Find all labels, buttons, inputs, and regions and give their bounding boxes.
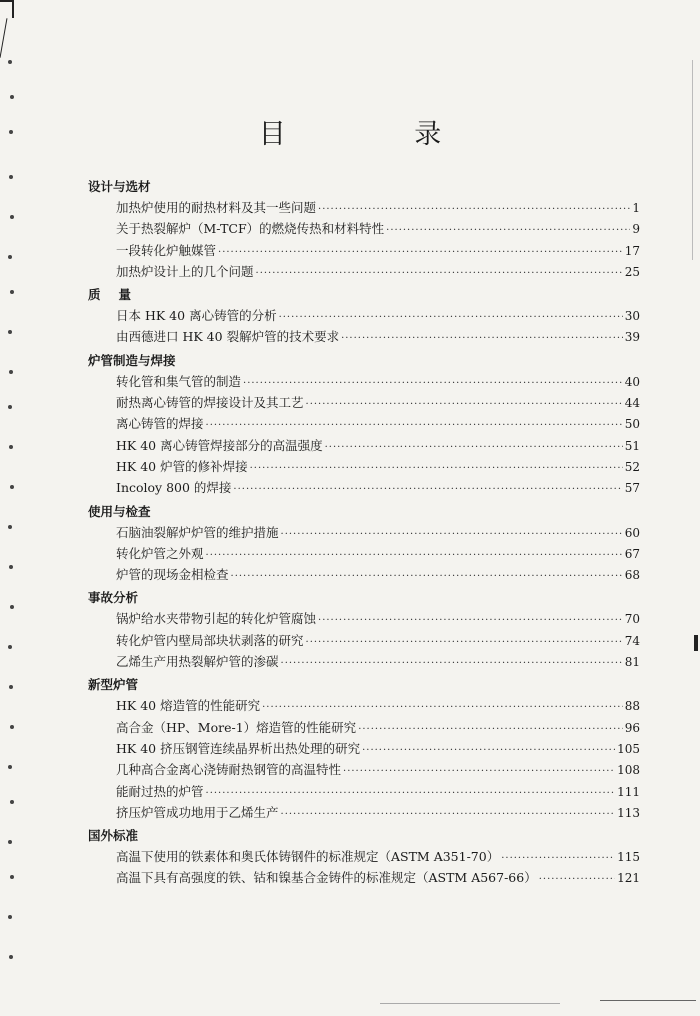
entry-title: 一段转化炉触媒管 xyxy=(116,242,217,258)
scan-margin-dot xyxy=(9,565,13,569)
entry-page-number: 60 xyxy=(624,525,640,540)
toc-entry[interactable] xyxy=(88,522,640,543)
entry-title: HK 40 离心铸管焊接部分的高温强度 xyxy=(116,437,323,453)
dot-leader xyxy=(343,761,615,782)
toc-entry[interactable] xyxy=(88,802,640,823)
section-heading: 国外标准 xyxy=(88,828,139,844)
dot-leader xyxy=(318,610,623,631)
dot-leader xyxy=(243,373,623,394)
entry-page-number: 96 xyxy=(624,720,640,735)
toc-entry[interactable] xyxy=(88,371,640,392)
scan-margin-dot xyxy=(9,685,13,689)
entry-page-number: 25 xyxy=(624,264,640,279)
section-heading: 质量 xyxy=(88,287,150,303)
toc-entry[interactable] xyxy=(88,867,640,888)
scan-margin-dot xyxy=(10,290,14,294)
entry-title: 由西德进口 HK 40 裂解炉管的技术要求 xyxy=(116,329,340,345)
dot-leader xyxy=(206,545,623,566)
entry-page-number: 51 xyxy=(624,438,640,453)
entry-title: 加热炉设计上的几个问题 xyxy=(116,263,254,279)
entry-page-number: 113 xyxy=(617,805,640,820)
scan-margin-dot xyxy=(10,725,14,729)
entry-page-number: 30 xyxy=(624,309,640,324)
entry-title: HK 40 炉管的修补焊接 xyxy=(116,458,248,474)
scan-margin-dot xyxy=(8,915,12,919)
section-heading: 新型炉管 xyxy=(88,677,139,693)
dot-leader xyxy=(231,566,623,587)
section-heading: 使用与检查 xyxy=(88,503,151,519)
dot-leader xyxy=(256,263,623,284)
dot-leader xyxy=(386,220,630,241)
dot-leader xyxy=(281,524,623,545)
entry-title: 乙烯生产用热裂解炉管的渗碳 xyxy=(116,654,279,670)
entry-page-number: 9 xyxy=(632,222,640,237)
entry-title: 高合金（HP、More-1）熔造管的性能研究 xyxy=(116,719,357,735)
entry-page-number: 88 xyxy=(624,699,640,714)
entry-page-number: 115 xyxy=(617,850,640,865)
scan-edge-mark xyxy=(0,18,7,58)
entry-page-number: 70 xyxy=(624,612,640,627)
toc-entry[interactable] xyxy=(88,218,640,239)
dot-leader xyxy=(262,697,623,718)
entry-title: 日本 HK 40 离心铸管的分析 xyxy=(116,308,277,324)
dot-leader xyxy=(306,394,623,415)
scan-margin-dot xyxy=(9,175,13,179)
toc-entry[interactable] xyxy=(88,413,640,434)
entry-page-number: 57 xyxy=(624,481,640,496)
entry-title: 离心铸管的焊接 xyxy=(116,416,204,432)
scan-margin-dot xyxy=(10,605,14,609)
entry-title: 转化管和集气管的制造 xyxy=(116,373,242,389)
entry-title: 炉管的现场金相检查 xyxy=(116,567,229,583)
scan-margin-dot xyxy=(8,405,12,409)
entry-title: 转化炉管之外观 xyxy=(116,545,204,561)
toc-entry[interactable] xyxy=(88,846,640,867)
scan-margin-dot xyxy=(10,215,14,219)
entry-page-number: 50 xyxy=(624,417,640,432)
table-of-contents xyxy=(88,174,640,889)
entry-page-number: 40 xyxy=(624,374,640,389)
toc-entry[interactable] xyxy=(88,305,640,326)
scan-margin-dot xyxy=(8,330,12,334)
scan-margin-dot xyxy=(8,255,12,259)
toc-entry[interactable] xyxy=(88,435,640,456)
entry-title: 锅炉给水夹带物引起的转化炉管腐蚀 xyxy=(116,611,317,627)
entry-page-number: 105 xyxy=(617,741,640,756)
entry-page-number: 74 xyxy=(624,633,640,648)
scan-margin-dot xyxy=(10,485,14,489)
toc-entry[interactable] xyxy=(88,651,640,672)
toc-entry[interactable] xyxy=(88,759,640,780)
entry-title: HK 40 挤压钢管连续晶界析出热处理的研究 xyxy=(116,740,361,756)
entry-page-number: 108 xyxy=(617,763,640,778)
dot-leader xyxy=(325,437,623,458)
toc-entry[interactable] xyxy=(88,197,640,218)
entry-title: 能耐过热的炉管 xyxy=(116,783,204,799)
entry-page-number: 67 xyxy=(624,546,640,561)
dot-leader xyxy=(206,783,616,804)
scan-margin-dot xyxy=(8,840,12,844)
entry-title: 挤压炉管成功地用于乙烯生产 xyxy=(116,804,279,820)
entry-page-number: 111 xyxy=(617,784,640,799)
dot-leader xyxy=(306,632,623,653)
scan-margin-dot xyxy=(9,445,13,449)
dot-leader xyxy=(233,479,622,500)
toc-entry[interactable] xyxy=(88,717,640,738)
entry-title: 几种高合金离心浇铸耐热钢管的高温特性 xyxy=(116,762,342,778)
entry-title: 加热炉使用的耐热材料及其一些问题 xyxy=(116,200,317,215)
toc-entry[interactable] xyxy=(88,477,640,498)
toc-entry[interactable] xyxy=(88,240,640,261)
entry-page-number: 17 xyxy=(624,243,640,258)
entry-title: 高温下具有高强度的铁、钴和镍基合金铸件的标准规定（ASTM A567-66） xyxy=(116,870,537,886)
scan-margin-dot xyxy=(8,645,12,649)
scan-margin-dot xyxy=(9,370,13,374)
section-heading: 设计与选材 xyxy=(88,179,151,194)
dot-leader xyxy=(281,804,616,825)
dot-leader xyxy=(358,719,623,740)
scan-margin-dot xyxy=(8,60,12,64)
toc-entry[interactable] xyxy=(88,608,640,629)
entry-page-number: 68 xyxy=(624,568,640,583)
dot-leader xyxy=(250,458,623,479)
toc-entry[interactable] xyxy=(88,781,640,802)
toc-entry[interactable] xyxy=(88,326,640,347)
scan-edge-mark xyxy=(600,1000,696,1001)
section-heading: 炉管制造与焊接 xyxy=(88,352,176,368)
entry-page-number: 52 xyxy=(624,459,640,474)
scan-margin-dot xyxy=(9,955,13,959)
entry-title: 高温下使用的铁素体和奥氏体铸钢件的标准规定（ASTM A351-70） xyxy=(116,849,500,865)
toc-entry[interactable] xyxy=(88,261,640,282)
toc-entry[interactable] xyxy=(88,543,640,564)
dot-leader xyxy=(318,199,630,220)
entry-page-number: 81 xyxy=(624,655,640,670)
entry-page-number: 44 xyxy=(624,396,640,411)
page-title: 目 录 xyxy=(258,119,502,150)
toc-entry[interactable] xyxy=(88,456,640,477)
entry-title: 关于热裂解炉（M-TCF）的燃烧传热和材料特性 xyxy=(116,221,385,237)
dot-leader xyxy=(539,869,615,890)
scan-edge-mark xyxy=(12,0,14,18)
scan-margin-dot xyxy=(10,875,14,879)
toc-entry[interactable] xyxy=(88,392,640,413)
section-heading: 事故分析 xyxy=(88,590,139,606)
dot-leader xyxy=(206,415,623,436)
dot-leader xyxy=(501,848,615,869)
entry-title: 转化炉管内壁局部块状剥落的研究 xyxy=(116,632,304,648)
scan-edge-mark xyxy=(380,1003,560,1004)
entry-page-number: 121 xyxy=(617,871,640,886)
scan-margin-dot xyxy=(10,800,14,804)
scan-margin-dot xyxy=(8,525,12,529)
entry-title: 耐热离心铸管的焊接设计及其工艺 xyxy=(116,395,304,411)
toc-entry[interactable] xyxy=(88,630,640,651)
entry-title: HK 40 熔造管的性能研究 xyxy=(116,698,261,714)
entry-page-number: 1 xyxy=(632,201,640,215)
dot-leader xyxy=(279,307,623,328)
toc-entry[interactable] xyxy=(88,564,640,585)
toc-entry[interactable] xyxy=(88,738,640,759)
dot-leader xyxy=(281,653,623,674)
scan-edge-mark xyxy=(694,635,698,651)
scan-margin-dot xyxy=(8,765,12,769)
entry-page-number: 39 xyxy=(624,330,640,345)
scan-edge-mark xyxy=(692,60,693,260)
scan-margin-dot xyxy=(10,95,14,99)
dot-leader xyxy=(218,242,623,263)
entry-title: Incoloy 800 的焊接 xyxy=(116,480,232,496)
entry-title: 石脑油裂解炉炉管的维护措施 xyxy=(116,524,279,540)
dot-leader xyxy=(362,740,615,761)
scan-margin-dot xyxy=(9,130,13,134)
toc-entry[interactable] xyxy=(88,695,640,716)
dot-leader xyxy=(341,328,623,349)
